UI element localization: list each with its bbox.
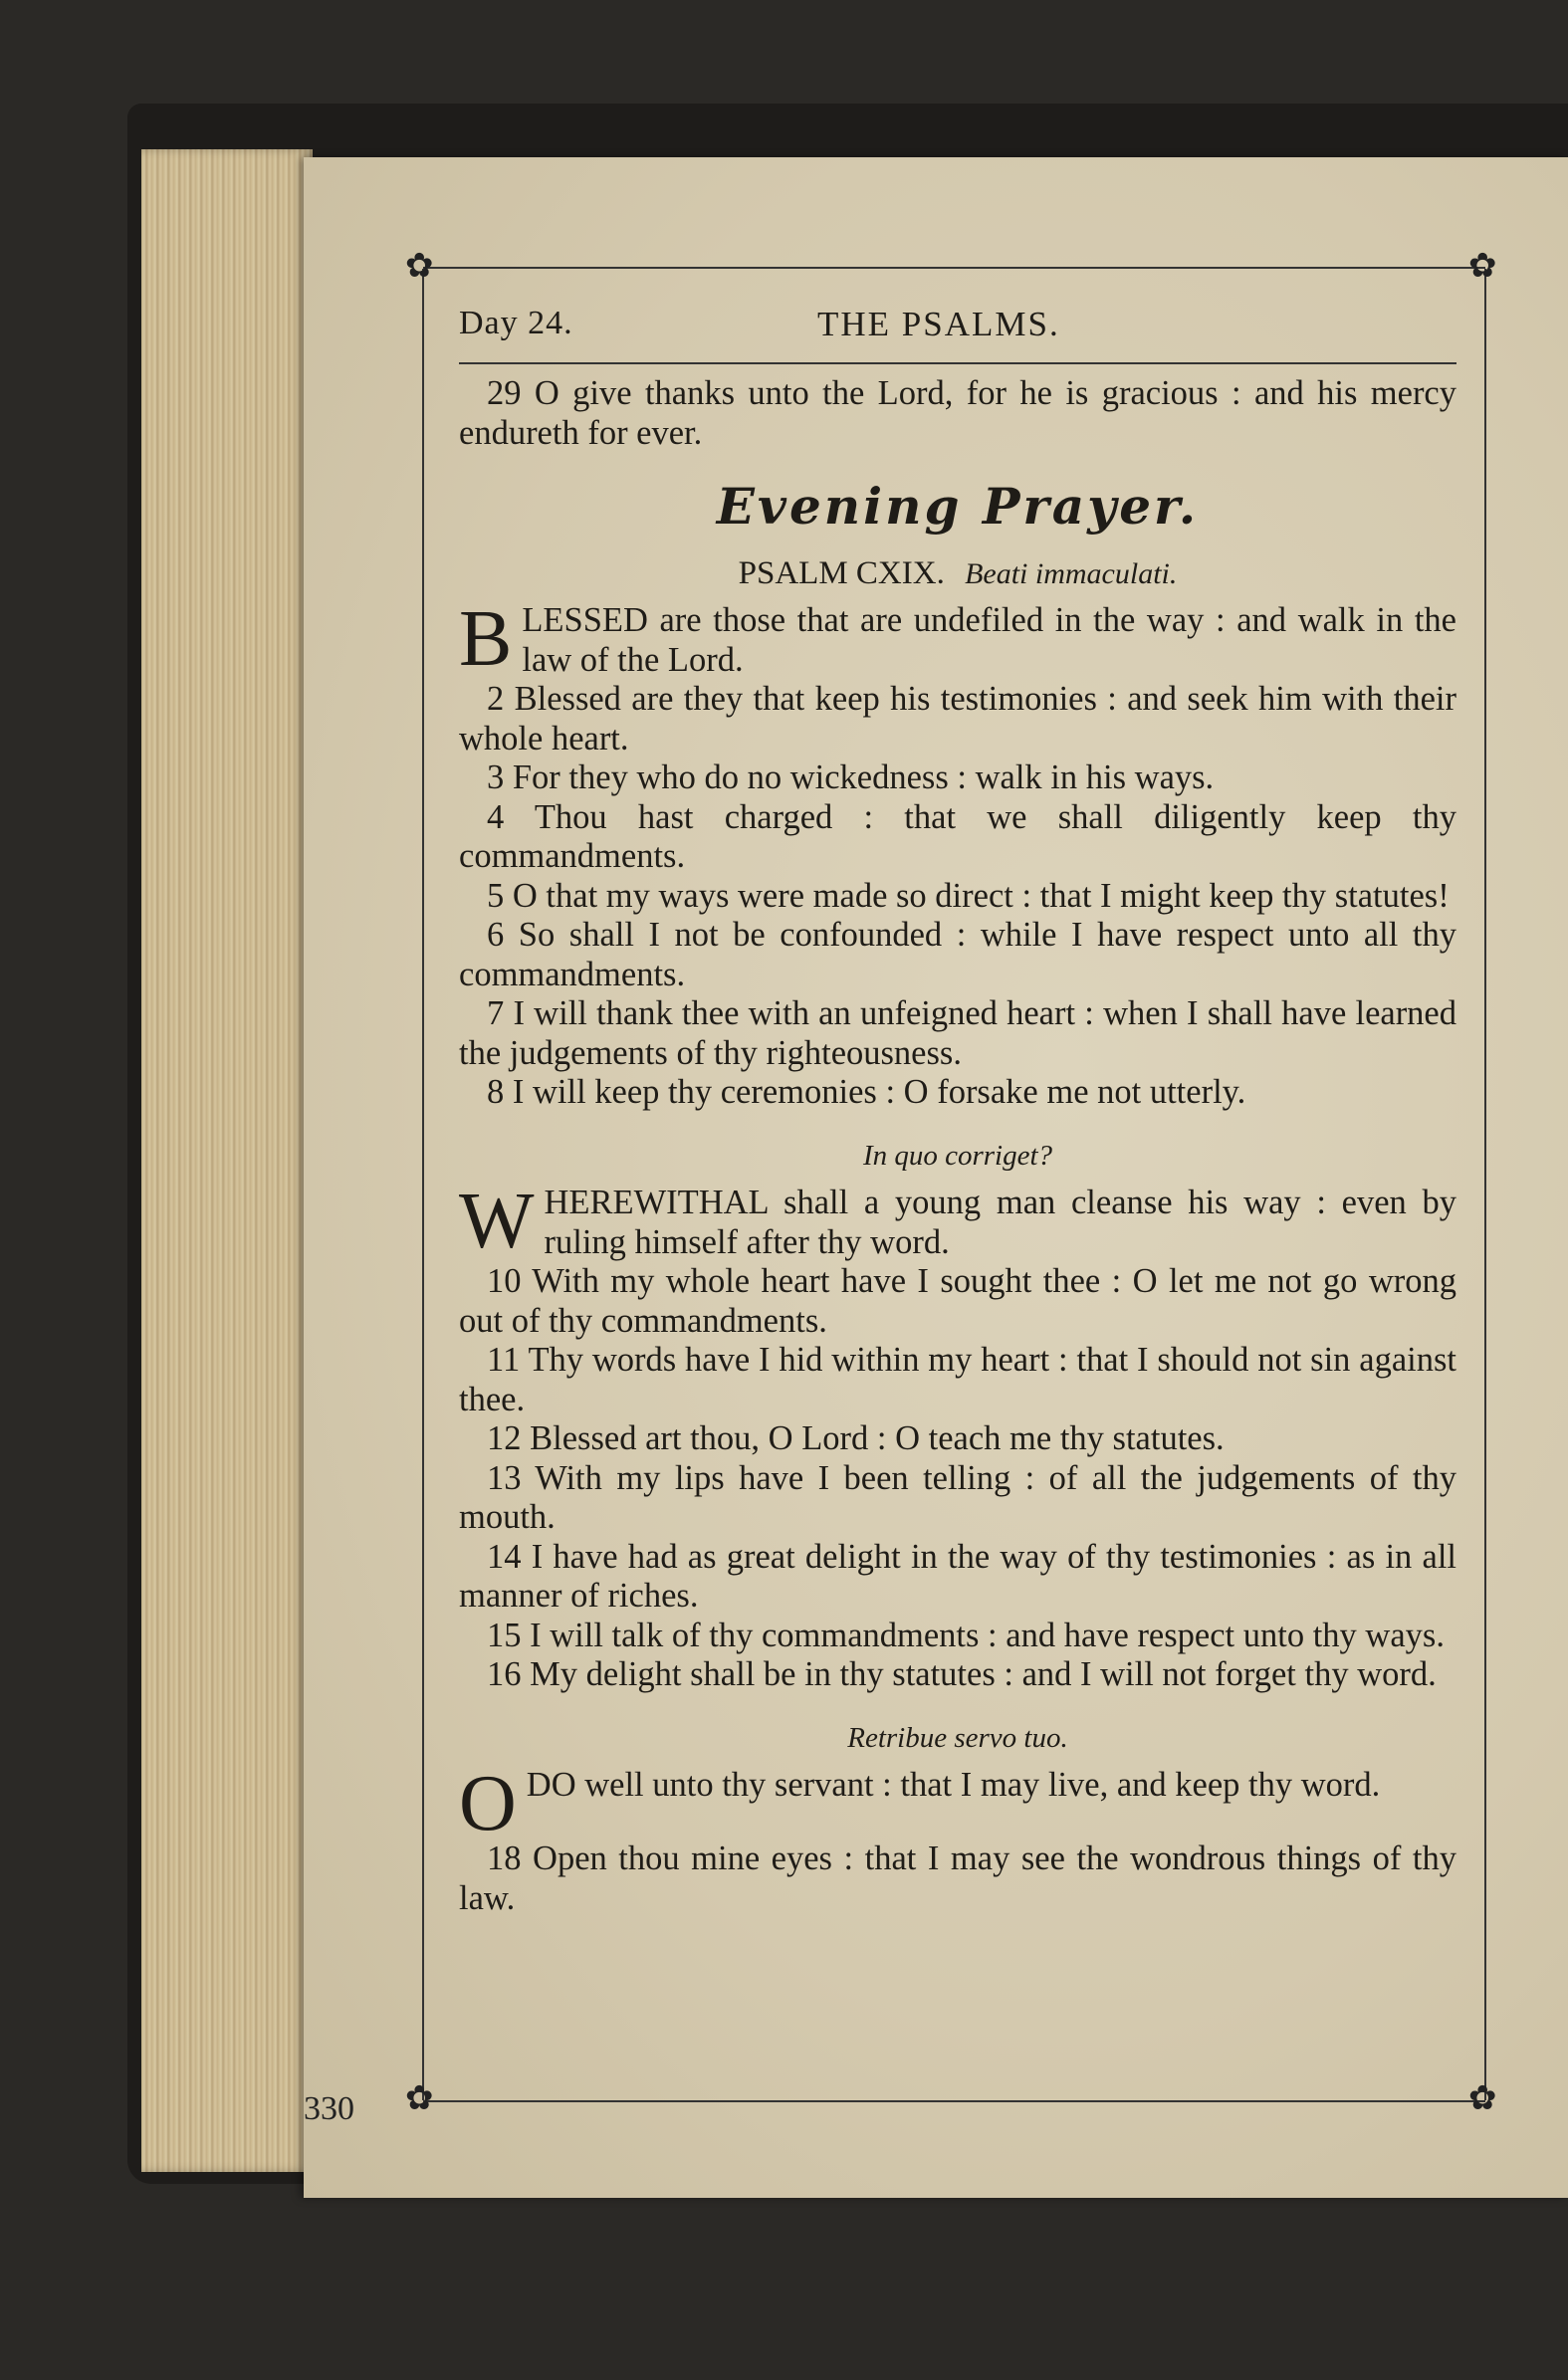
- verse: 13 With my lips have I been telling : of all the judgements of thy mouth.: [459, 1458, 1456, 1536]
- verse: 4 Thou hast charged : that we shall diligently keep thy commandments.: [459, 797, 1456, 875]
- verse: HEREWITHAL shall a young man cleanse his way : even by ruling himself after thy word.: [544, 1184, 1456, 1261]
- day-label: Day 24.: [459, 305, 573, 341]
- verse: 8 I will keep thy ceremonies : O forsake me not utterly.: [487, 1073, 1246, 1111]
- psalm-body: [459, 374, 1456, 1918]
- drop-cap-verse: [459, 1760, 1456, 1847]
- drop-cap: B: [459, 595, 513, 683]
- corner-ornament-icon: ✿: [1468, 2078, 1497, 2118]
- corner-ornament-icon: ✿: [1468, 246, 1497, 286]
- drop-cap-verse: [459, 595, 1456, 683]
- page-text: [459, 305, 1456, 1918]
- drop-cap: O: [459, 1760, 517, 1847]
- page-edges: [141, 149, 313, 2172]
- verse: DO well unto thy servant : that I may live, and keep thy word.: [526, 1766, 1381, 1804]
- corner-ornament-icon: ✿: [405, 2078, 434, 2118]
- verse: 29 O give thanks unto the Lord, for he is gracious : and his mercy endureth for ever.: [459, 374, 1456, 452]
- drop-cap-verse: [459, 1178, 1456, 1265]
- stanza-heading: Retribue servo tuo.: [847, 1721, 1068, 1754]
- verse: 16 My delight shall be in thy statutes : and I will not forget thy word.: [487, 1655, 1437, 1693]
- section-title: Evening Prayer.: [716, 477, 1200, 536]
- verse: 15 I will talk of thy commandments : and have respect unto thy ways.: [487, 1616, 1445, 1654]
- verse: 5 O that my ways were made so direct : that I might keep thy statutes!: [487, 876, 1450, 915]
- verse: 2 Blessed are they that keep his testimonies : and seek him with their whole heart.: [459, 680, 1456, 757]
- psalm-latin-title: Beati immaculati.: [965, 556, 1178, 590]
- psalm-heading: [459, 554, 1456, 594]
- page-title: THE PSALMS.: [817, 305, 1060, 343]
- verse: LESSED are those that are undefiled in the way : and walk in the law of the Lord.: [522, 601, 1456, 679]
- psalm-number: PSALM CXIX.: [738, 554, 945, 591]
- verse: 14 I have had as great delight in the way of thy testimonies : as in all manner of riches.: [459, 1537, 1456, 1615]
- book-page: [304, 157, 1568, 2198]
- running-header: [459, 305, 1456, 364]
- verse: 11 Thy words have I hid within my heart : that I should not sin against thee.: [459, 1341, 1456, 1418]
- corner-ornament-icon: ✿: [405, 246, 434, 286]
- verse: 10 With my whole heart have I sought thee : O let me not go wrong out of thy commandments.: [459, 1262, 1456, 1340]
- drop-cap: W: [459, 1178, 535, 1265]
- verse: 18 Open thou mine eyes : that I may see the wondrous things of thy law.: [459, 1839, 1456, 1917]
- stanza-heading: In quo corriget?: [862, 1139, 1053, 1172]
- verse: 3 For they who do no wickedness : walk in his ways.: [487, 758, 1215, 796]
- verse: 7 I will thank thee with an unfeigned heart : when I shall have learned the judgements of thy righteousness.: [459, 994, 1456, 1072]
- verse: 12 Blessed art thou, O Lord : O teach me thy statutes.: [487, 1419, 1225, 1457]
- verse: 6 So shall I not be confounded : while I have respect unto all thy commandments.: [459, 916, 1456, 993]
- page-number: 330: [304, 2090, 354, 2127]
